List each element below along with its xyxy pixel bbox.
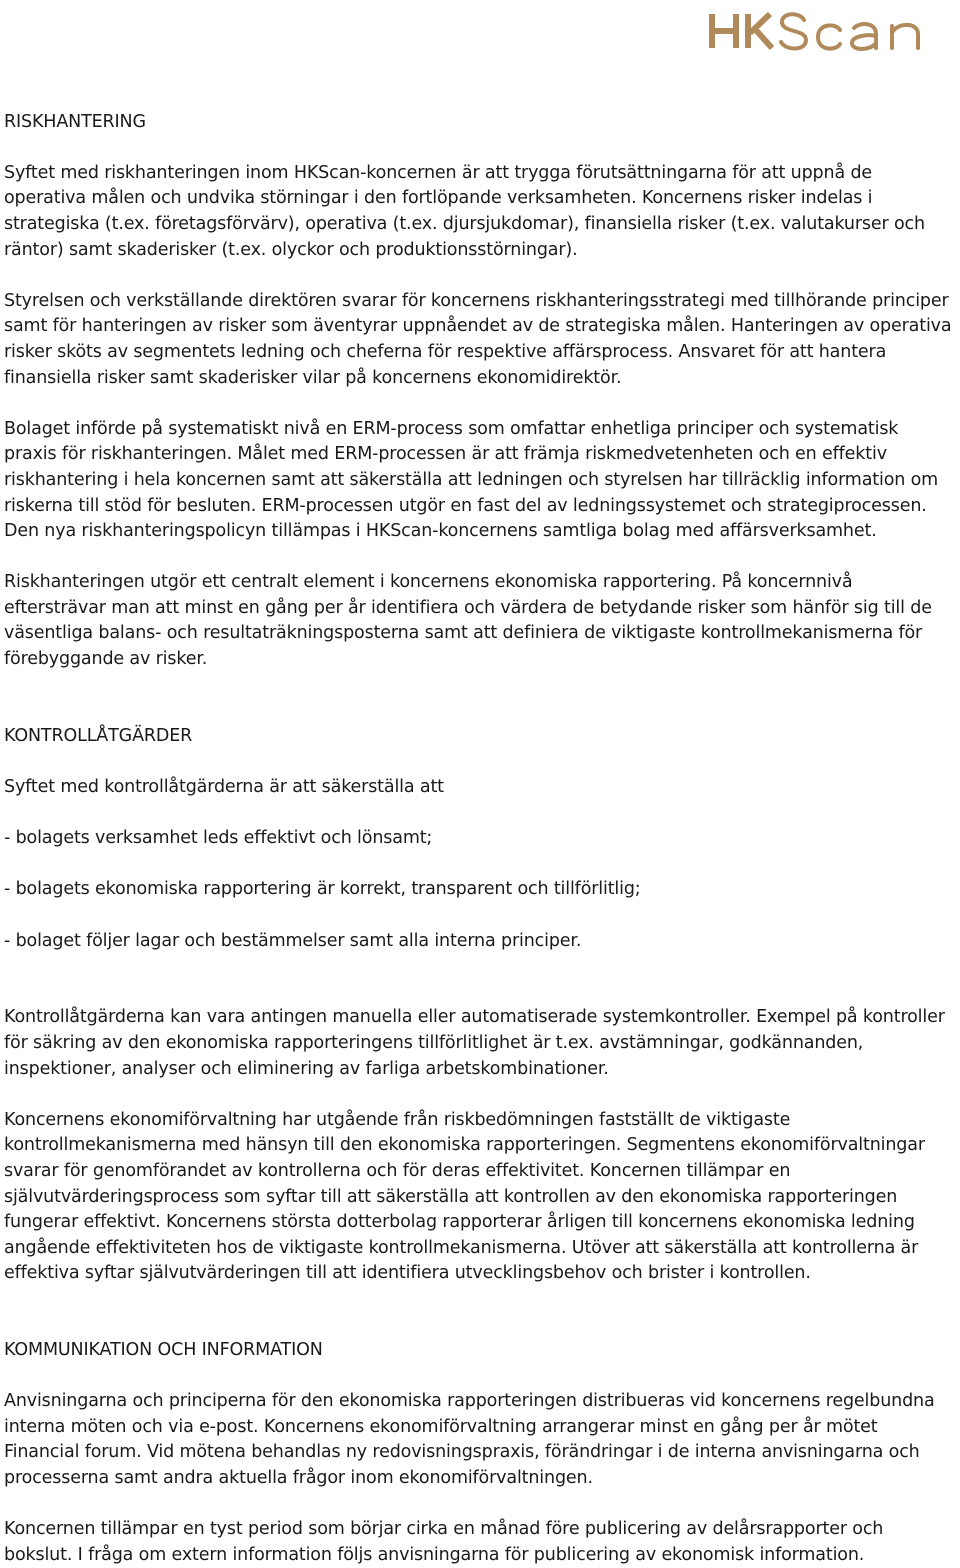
paragraph: Kontrollåtgärderna kan vara antingen manuella eller automatiserade systemkontroller. Exempel på kontroller för säkring av den ekonomiska rapporteringens tillförlitlighet är t.ex. avstämningar, godkännanden, inspektioner, analyser och eliminering av farliga arbetskombinationer.	[4, 1007, 945, 1079]
section-heading: KONTROLLÅTGÄRDER	[4, 725, 193, 746]
paragraph: Bolaget införde på systematiskt nivå en ERM-process som omfattar enhetliga principer och systematisk praxis för riskhanteringen. Målet med ERM-processen är att främja riskmedvetenheten och en effektiv riskhantering i hela koncernen samt att säkerställa att ledningen och styrelsen har tillräcklig information om riskerna till stöd för besluten. ERM-processen utgör en fast del av ledningssystemet och strategiprocessen. Den nya riskhanteringspolicyn tillämpas i HKScan-koncernens samtliga bolag med affärsverksamhet.	[4, 418, 939, 542]
paragraph: Koncernen tillämpar en tyst period som börjar cirka en månad före publicering av delårsrapporter och bokslut. I fråga om extern information följs anvisningarna för publicering av ekonomisk information.	[4, 1519, 884, 1565]
paragraph: Riskhanteringen utgör ett centralt element i koncernens ekonomiska rapportering. På koncernnivå eftersträvar man att minst en gång per år identifiera och värdera de betydande risker som hänför sig till de väsentliga balans- och resultaträkningsposterna samt att definiera de viktigaste kontrollmekanismerna för förebyggande av risker.	[4, 572, 932, 670]
paragraph: Syftet med riskhanteringen inom HKScan-koncernen är att trygga förutsättningarna för att uppnå de operativa målen och undvika störningar i den fortlöpande verksamheten. Koncernens risker indelas i strategiska (t.ex. företagsförvärv), operativa (t.ex. djursjukdomar), finansiella risker (t.ex. valutakurser och räntor) samt skaderisker (t.ex. olyckor och produktionsstörningar).	[4, 162, 925, 260]
paragraph: Syftet med kontrollåtgärderna är att säkerställa att	[4, 777, 444, 798]
paragraph: Koncernens ekonomiförvaltning har utgående från riskbedömningen fastställt de viktigaste kontrollmekanismerna med hänsyn till den ekonomiska rapporteringen. Segmentens ekonomiförvaltningar svarar för genomförandet av kontrollerna och för deras effektivitet. Koncernen tillämpar en självutvärderingsprocess som syftar till att säkerställa att kontrollen av den ekonomiska rapporteringen fungerar effektivt. Koncernens största dotterbolag rapporterar årligen till koncernens ekonomiska ledning angående effektiviteten hos de viktigaste kontrollmekanismerna. Utöver att säkerställa att kontrollerna är effektiva syftar självutvärderingen till att identifiera utvecklingsbehov och brister i kontrollen.	[4, 1109, 925, 1284]
section-heading: RISKHANTERING	[4, 111, 146, 132]
section-heading: KOMMUNIKATION OCH INFORMATION	[4, 1340, 323, 1361]
paragraph: Styrelsen och verkställande direktören svarar för koncernens riskhanteringsstrategi med tillhörande principer samt för hanteringen av risker som äventyrar uppnåendet av de strategiska målen. Hanteringen av operativa risker sköts av segmentets ledning och cheferna för respektive affärsprocess. Ansvaret för att hantera finansiella risker samt skaderisker vilar på koncernens ekonomidirektör.	[4, 290, 952, 388]
section-kontrollatgarder	[4, 698, 956, 980]
list-item: - bolagets verksamhet leds effektivt och lönsamt;	[4, 828, 433, 849]
document-body	[4, 84, 956, 1568]
list-item: - bolaget följer lagar och bestämmelser samt alla interna principer.	[4, 930, 582, 951]
list-item: - bolagets ekonomiska rapportering är korrekt, transparent och tillförlitlig;	[4, 879, 641, 900]
paragraph: Anvisningarna och principerna för den ekonomiska rapporteringen distribueras vid koncernens regelbundna interna möten och via e-post. Koncernens ekonomiförvaltning arrangerar minst en gång per år mötet Financial forum. Vid mötena behandlas ny redovisningspraxis, förändringar i de interna anvisningarna och processerna samt andra aktuella frågor inom ekonomiförvaltningen.	[4, 1391, 935, 1489]
hkscan-logo	[706, 6, 946, 62]
section-kommunikation	[4, 1313, 956, 1492]
section-riskhantering	[4, 84, 956, 263]
